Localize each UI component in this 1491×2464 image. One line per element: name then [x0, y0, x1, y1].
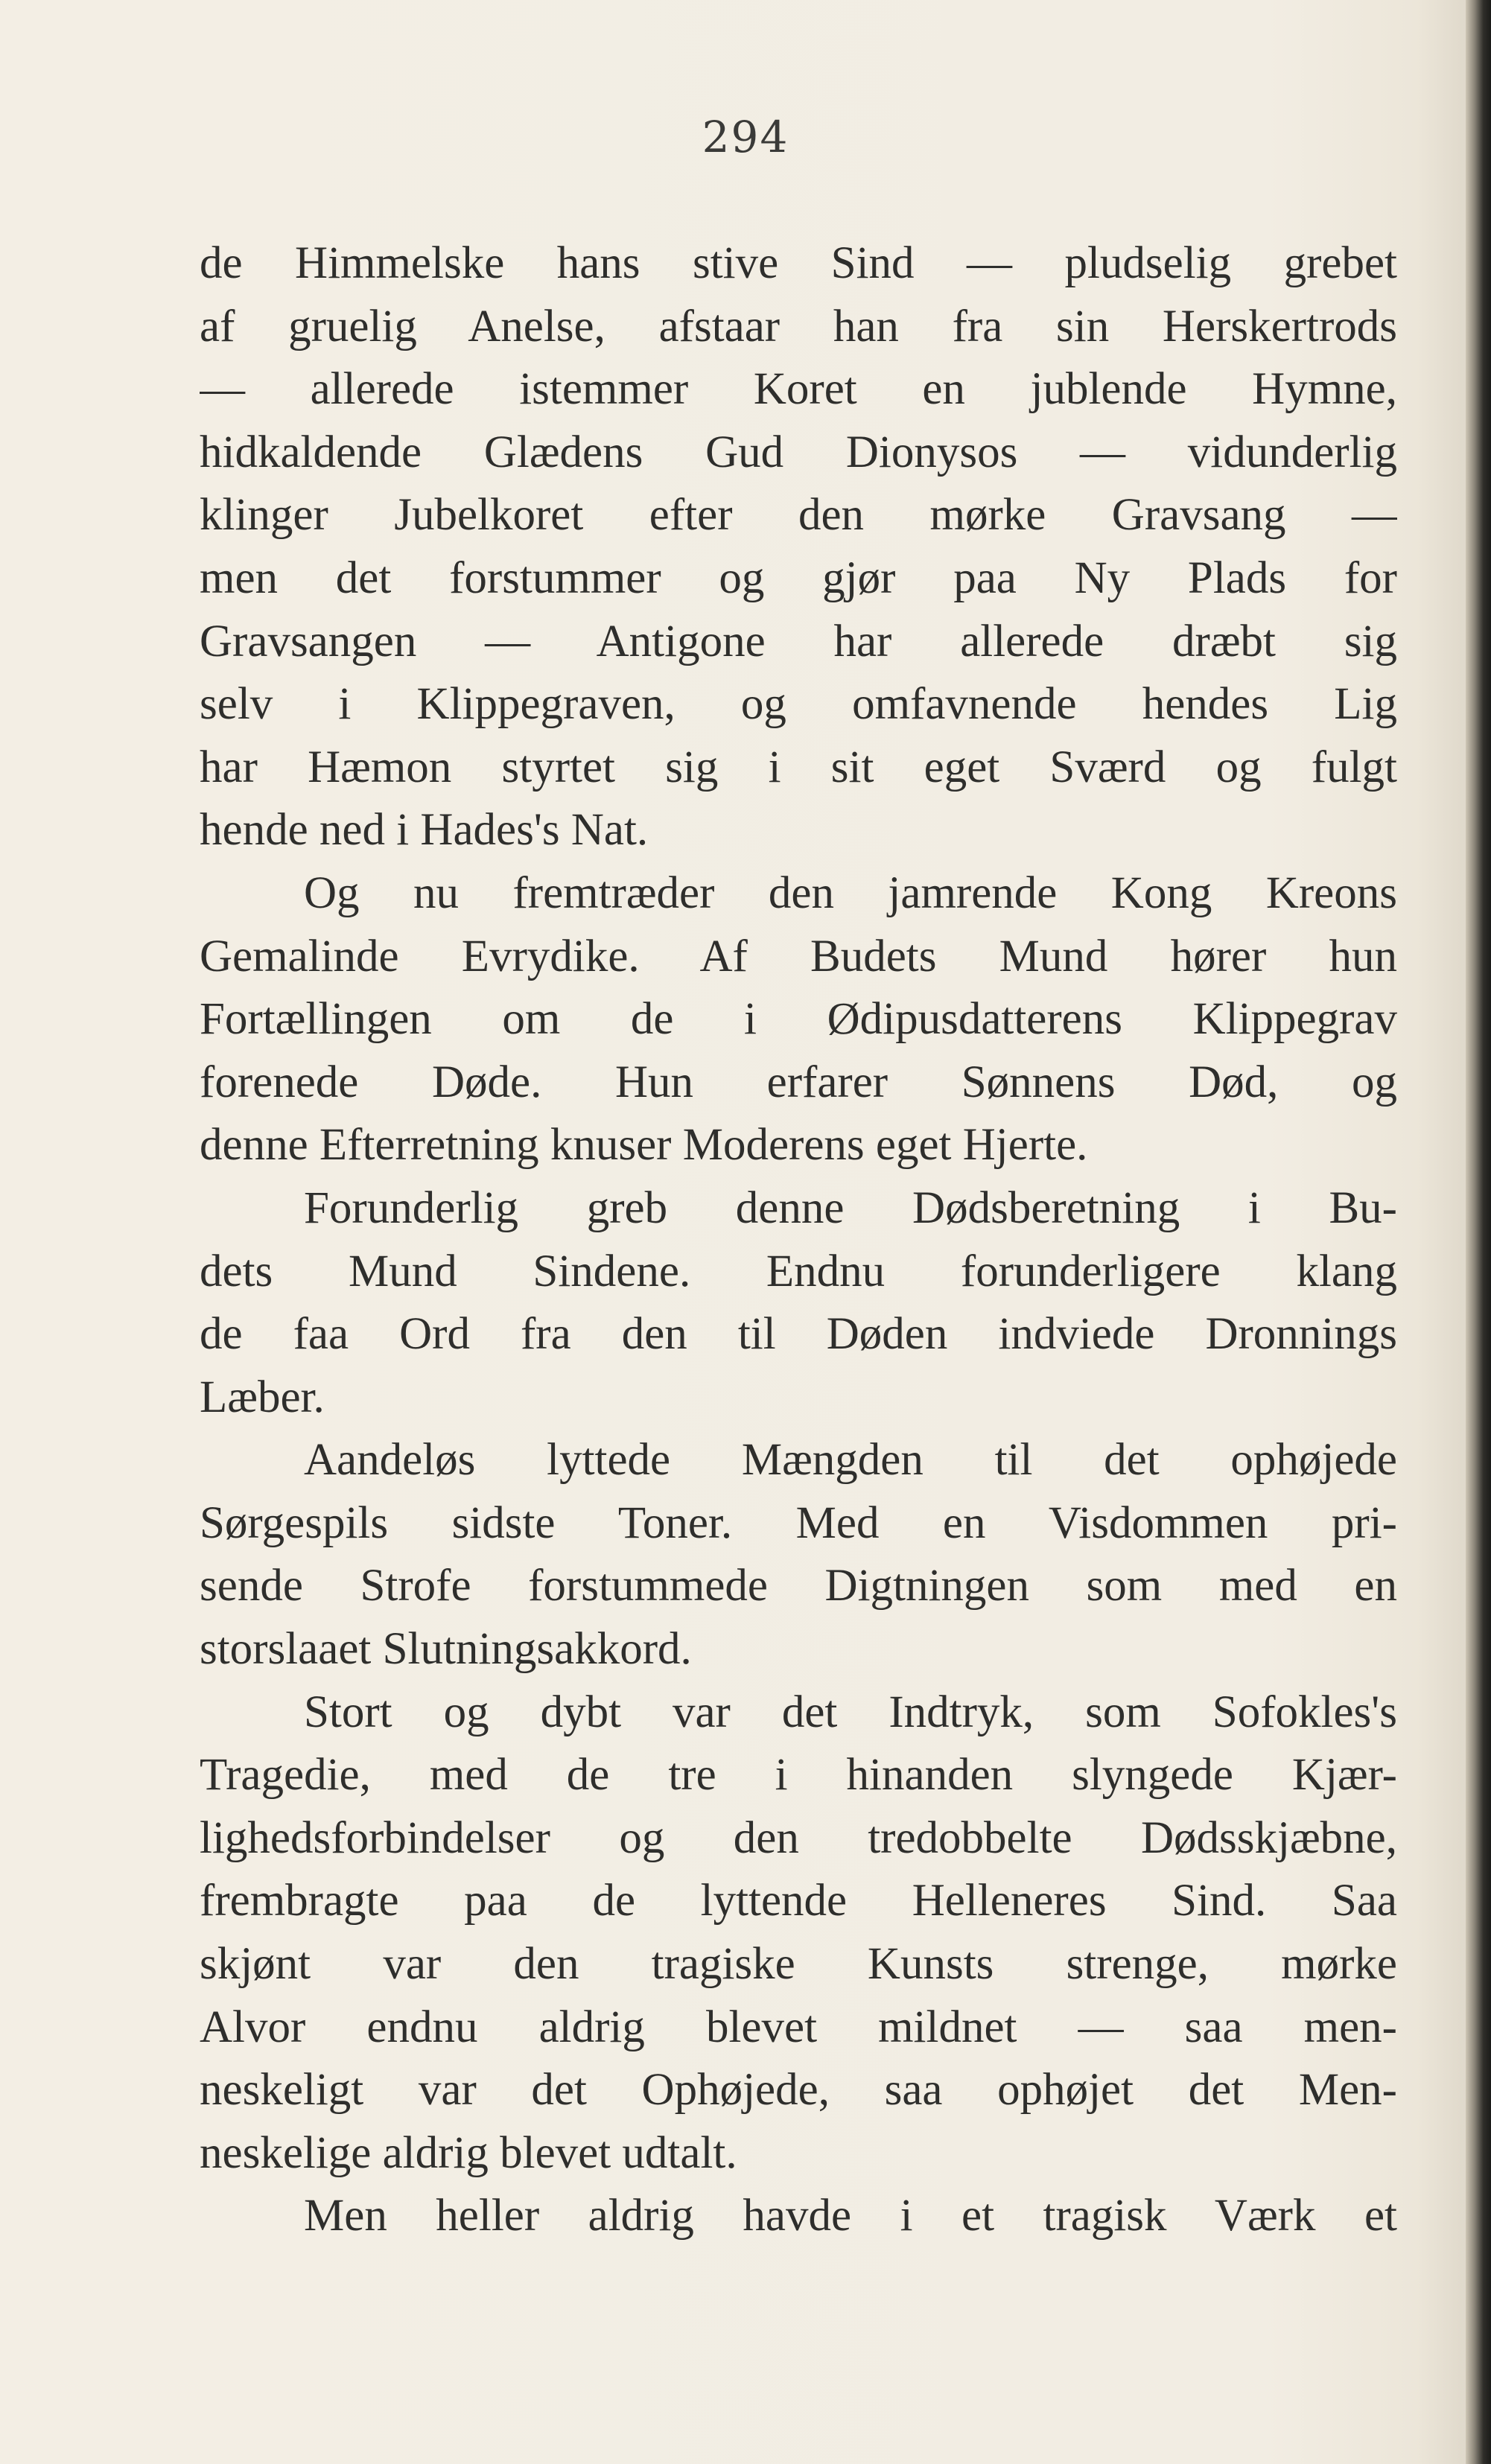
text-line: Tragedie, med de tre i hinanden slyngede Kjær- [200, 1750, 1397, 1801]
page-edge-shadow [1466, 0, 1491, 2464]
body-text [200, 232, 1397, 2248]
text-line: Men heller aldrig havde i et tragisk Værk et [304, 2191, 1397, 2241]
text-line: Og nu fremtræder den jamrende Kong Kreons [304, 868, 1397, 918]
text-line: Fortællingen om de i Ødipusdatterens Klippegrav [200, 994, 1397, 1045]
text-line: sende Strofe forstummede Digtningen som med en [200, 1561, 1397, 1611]
text-line: Gemalinde Evrydike. Af Budets Mund hører hun [200, 931, 1397, 981]
text-line: af gruelig Anelse, afstaar han fra sin Herskertrods [200, 301, 1397, 351]
text-line: klinger Jubelkoret efter den mørke Gravsang — [200, 490, 1397, 541]
text-line: storslaaet Slutningsakkord. [200, 1624, 692, 1675]
text-line: dets Mund Sindene. Endnu forunderligere klang [200, 1246, 1397, 1296]
text-line: selv i Klippegraven, og omfavnende hendes Lig [200, 679, 1397, 730]
text-line: — allerede istemmer Koret en jublende Hymne, [200, 364, 1397, 415]
text-line: neskelige aldrig blevet udtalt. [200, 2127, 737, 2178]
text-line: lighedsforbindelser og den tredobbelte Dødsskjæbne, [200, 1812, 1397, 1863]
text-line: frembragte paa de lyttende Helleneres Sind. Saa [200, 1876, 1397, 1926]
page-number: 294 [702, 112, 789, 162]
text-line: de Himmelske hans stive Sind — pludselig grebet [200, 238, 1397, 288]
text-line: Gravsangen — Antigone har allerede dræbt sig [200, 616, 1397, 666]
text-line: de faa Ord fra den til Døden indviede Dronnings [200, 1309, 1397, 1360]
text-line: Aandeløs lyttede Mængden til det ophøjede [304, 1435, 1397, 1486]
text-line: men det forstummer og gjør paa Ny Plads for [200, 553, 1397, 603]
text-line: skjønt var den tragiske Kunsts strenge, mørke [200, 1939, 1397, 1990]
text-line: forenede Døde. Hun erfarer Sønnens Død, og [200, 1057, 1397, 1107]
text-line: Sørgespils sidste Toner. Med en Visdommen pri- [200, 1497, 1397, 1548]
text-line: denne Efterretning knuser Moderens eget Hjerte. [200, 1120, 1088, 1171]
text-line: Stort og dybt var det Indtryk, som Sofokles's [304, 1687, 1397, 1737]
text-line: hidkaldende Glædens Gud Dionysos — vidunderlig [200, 427, 1397, 477]
text-line: har Hæmon styrtet sig i sit eget Sværd og fulgt [200, 742, 1397, 792]
text-line: hende ned i Hades's Nat. [200, 805, 649, 856]
text-line: Forunderlig greb denne Dødsberetning i Bu- [304, 1182, 1397, 1233]
text-line: Alvor endnu aldrig blevet mildnet — saa men- [200, 2002, 1397, 2052]
text-line: Læber. [200, 1372, 325, 1422]
text-line: neskeligt var det Ophøjede, saa ophøjet det Men- [200, 2065, 1397, 2116]
